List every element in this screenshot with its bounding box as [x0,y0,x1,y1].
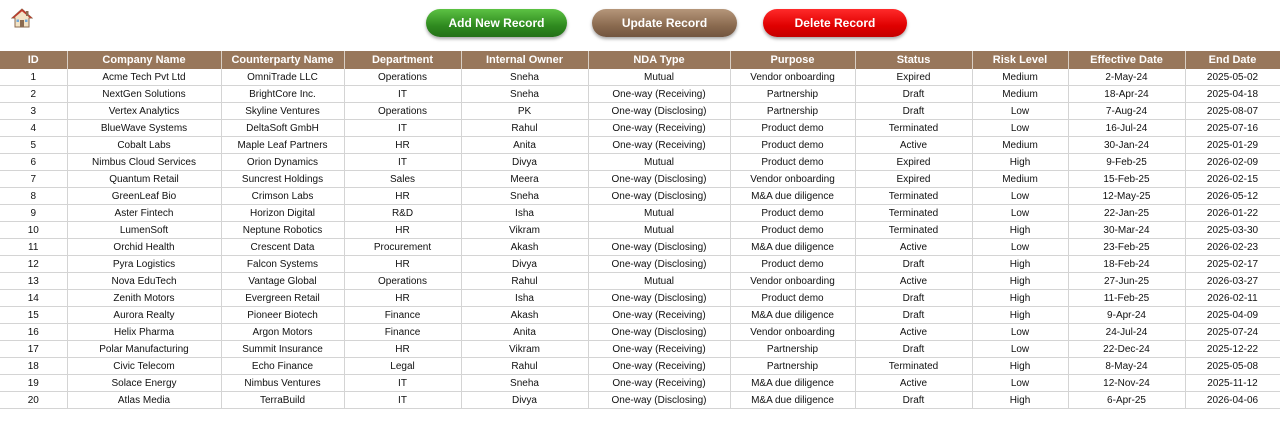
cell-status[interactable]: Terminated [855,222,972,239]
table-row[interactable] [0,307,1280,324]
cell-counterparty-name[interactable]: TerraBuild [221,392,344,409]
cell-risk-level[interactable]: Low [972,103,1068,120]
cell-id[interactable]: 8 [0,188,67,205]
cell-id[interactable]: 14 [0,290,67,307]
cell-internal-owner[interactable]: Vikram [461,222,588,239]
cell-counterparty-name[interactable]: Horizon Digital [221,205,344,222]
table-row[interactable] [0,137,1280,154]
cell-department[interactable]: Legal [344,358,461,375]
cell-counterparty-name[interactable]: Maple Leaf Partners [221,137,344,154]
cell-department[interactable]: IT [344,86,461,103]
toolbar [0,0,1280,50]
cell-nda-type[interactable]: One-way (Disclosing) [588,239,730,256]
cell-risk-level[interactable]: Medium [972,137,1068,154]
cell-department[interactable]: R&D [344,205,461,222]
header-nda-type[interactable]: NDA Type [588,51,730,69]
cell-company-name[interactable]: Nova EduTech [67,273,221,290]
cell-nda-type[interactable]: One-way (Disclosing) [588,324,730,341]
cell-end-date[interactable]: 2025-01-29 [1185,137,1280,154]
cell-department[interactable]: Operations [344,103,461,120]
cell-counterparty-name[interactable]: Neptune Robotics [221,222,344,239]
cell-risk-level[interactable]: High [972,273,1068,290]
cell-effective-date[interactable]: 24-Jul-24 [1068,324,1185,341]
cell-status[interactable]: Active [855,137,972,154]
cell-end-date[interactable]: 2026-02-15 [1185,171,1280,188]
cell-purpose[interactable]: Partnership [730,103,855,120]
cell-id[interactable]: 10 [0,222,67,239]
cell-effective-date[interactable]: 9-Apr-24 [1068,307,1185,324]
cell-id[interactable]: 2 [0,86,67,103]
cell-effective-date[interactable]: 22-Jan-25 [1068,205,1185,222]
cell-risk-level[interactable]: Low [972,205,1068,222]
cell-end-date[interactable]: 2026-02-23 [1185,239,1280,256]
cell-effective-date[interactable]: 2-May-24 [1068,69,1185,86]
cell-company-name[interactable]: NextGen Solutions [67,86,221,103]
cell-internal-owner[interactable]: Rahul [461,120,588,137]
cell-company-name[interactable]: Vertex Analytics [67,103,221,120]
cell-status[interactable]: Expired [855,154,972,171]
cell-department[interactable]: HR [344,222,461,239]
cell-risk-level[interactable]: Low [972,239,1068,256]
cell-id[interactable]: 9 [0,205,67,222]
cell-status[interactable]: Active [855,324,972,341]
cell-end-date[interactable]: 2026-04-06 [1185,392,1280,409]
cell-company-name[interactable]: Zenith Motors [67,290,221,307]
cell-purpose[interactable]: Product demo [730,222,855,239]
cell-internal-owner[interactable]: Isha [461,205,588,222]
cell-id[interactable]: 3 [0,103,67,120]
cell-purpose[interactable]: M&A due diligence [730,392,855,409]
cell-risk-level[interactable]: Medium [972,86,1068,103]
table-row[interactable] [0,324,1280,341]
cell-company-name[interactable]: LumenSoft [67,222,221,239]
header-internal-owner[interactable]: Internal Owner [461,51,588,69]
cell-company-name[interactable]: Pyra Logistics [67,256,221,273]
cell-end-date[interactable]: 2025-12-22 [1185,341,1280,358]
cell-effective-date[interactable]: 30-Jan-24 [1068,137,1185,154]
cell-nda-type[interactable]: One-way (Disclosing) [588,290,730,307]
cell-status[interactable]: Terminated [855,358,972,375]
table-row[interactable] [0,256,1280,273]
cell-department[interactable]: Operations [344,273,461,290]
cell-effective-date[interactable]: 12-May-25 [1068,188,1185,205]
table-row[interactable] [0,375,1280,392]
cell-effective-date[interactable]: 18-Apr-24 [1068,86,1185,103]
cell-company-name[interactable]: Atlas Media [67,392,221,409]
cell-effective-date[interactable]: 30-Mar-24 [1068,222,1185,239]
cell-end-date[interactable]: 2026-02-11 [1185,290,1280,307]
cell-end-date[interactable]: 2025-04-18 [1185,86,1280,103]
header-purpose[interactable]: Purpose [730,51,855,69]
cell-nda-type[interactable]: One-way (Disclosing) [588,256,730,273]
cell-status[interactable]: Expired [855,69,972,86]
cell-department[interactable]: IT [344,154,461,171]
cell-internal-owner[interactable]: Anita [461,324,588,341]
cell-end-date[interactable]: 2025-07-24 [1185,324,1280,341]
cell-effective-date[interactable]: 23-Feb-25 [1068,239,1185,256]
cell-nda-type[interactable]: One-way (Disclosing) [588,171,730,188]
cell-nda-type[interactable]: Mutual [588,222,730,239]
cell-effective-date[interactable]: 16-Jul-24 [1068,120,1185,137]
cell-nda-type[interactable]: Mutual [588,205,730,222]
header-row [0,51,1280,69]
cell-department[interactable]: Procurement [344,239,461,256]
cell-purpose[interactable]: Vendor onboarding [730,171,855,188]
table-row[interactable] [0,290,1280,307]
header-id[interactable]: ID [0,51,67,69]
cell-risk-level[interactable]: Low [972,341,1068,358]
cell-purpose[interactable]: Product demo [730,256,855,273]
cell-counterparty-name[interactable]: Vantage Global [221,273,344,290]
cell-status[interactable]: Draft [855,341,972,358]
cell-department[interactable]: Finance [344,324,461,341]
cell-nda-type[interactable]: One-way (Disclosing) [588,103,730,120]
table-row[interactable] [0,273,1280,290]
table-row[interactable] [0,154,1280,171]
table-row[interactable] [0,358,1280,375]
cell-risk-level[interactable]: High [972,256,1068,273]
cell-end-date[interactable]: 2025-11-12 [1185,375,1280,392]
header-risk-level[interactable]: Risk Level [972,51,1068,69]
cell-purpose[interactable]: Product demo [730,137,855,154]
cell-internal-owner[interactable]: Sneha [461,86,588,103]
table-row[interactable] [0,188,1280,205]
cell-department[interactable]: IT [344,392,461,409]
cell-counterparty-name[interactable]: BrightCore Inc. [221,86,344,103]
cell-company-name[interactable]: Polar Manufacturing [67,341,221,358]
cell-department[interactable]: IT [344,375,461,392]
cell-counterparty-name[interactable]: Echo Finance [221,358,344,375]
cell-status[interactable]: Draft [855,103,972,120]
cell-id[interactable]: 13 [0,273,67,290]
nda-records-table [0,51,1280,409]
cell-id[interactable]: 12 [0,256,67,273]
header-company-name[interactable]: Company Name [67,51,221,69]
cell-internal-owner[interactable]: Akash [461,307,588,324]
cell-company-name[interactable]: Quantum Retail [67,171,221,188]
cell-purpose[interactable]: M&A due diligence [730,307,855,324]
table-body [0,69,1280,409]
cell-end-date[interactable]: 2025-03-30 [1185,222,1280,239]
cell-counterparty-name[interactable]: Evergreen Retail [221,290,344,307]
cell-department[interactable]: HR [344,341,461,358]
cell-end-date[interactable]: 2026-01-22 [1185,205,1280,222]
cell-risk-level[interactable]: Low [972,188,1068,205]
cell-end-date[interactable]: 2025-07-16 [1185,120,1280,137]
cell-counterparty-name[interactable]: Crimson Labs [221,188,344,205]
cell-status[interactable]: Draft [855,290,972,307]
cell-risk-level[interactable]: High [972,358,1068,375]
cell-department[interactable]: HR [344,188,461,205]
cell-status[interactable]: Terminated [855,188,972,205]
cell-company-name[interactable]: Nimbus Cloud Services [67,154,221,171]
table-row[interactable] [0,239,1280,256]
cell-risk-level[interactable]: Medium [972,69,1068,86]
records-sheet [0,51,1280,409]
cell-risk-level[interactable]: High [972,290,1068,307]
cell-id[interactable]: 15 [0,307,67,324]
cell-status[interactable]: Draft [855,256,972,273]
cell-company-name[interactable]: Orchid Health [67,239,221,256]
cell-purpose[interactable]: Product demo [730,205,855,222]
table-row[interactable] [0,222,1280,239]
cell-status[interactable]: Draft [855,307,972,324]
cell-company-name[interactable]: Acme Tech Pvt Ltd [67,69,221,86]
add-new-record-button[interactable]: Add New Record [426,9,567,37]
cell-department[interactable]: Operations [344,69,461,86]
header-status[interactable]: Status [855,51,972,69]
cell-risk-level[interactable]: High [972,222,1068,239]
cell-company-name[interactable]: GreenLeaf Bio [67,188,221,205]
cell-id[interactable]: 11 [0,239,67,256]
cell-end-date[interactable]: 2026-05-12 [1185,188,1280,205]
cell-end-date[interactable]: 2025-05-08 [1185,358,1280,375]
cell-id[interactable]: 18 [0,358,67,375]
cell-company-name[interactable]: Solace Energy [67,375,221,392]
cell-internal-owner[interactable]: Sneha [461,69,588,86]
cell-counterparty-name[interactable]: Suncrest Holdings [221,171,344,188]
cell-id[interactable]: 19 [0,375,67,392]
cell-effective-date[interactable]: 15-Feb-25 [1068,171,1185,188]
header-end-date[interactable]: End Date [1185,51,1280,69]
cell-company-name[interactable]: Civic Telecom [67,358,221,375]
cell-counterparty-name[interactable]: Skyline Ventures [221,103,344,120]
cell-id[interactable]: 6 [0,154,67,171]
cell-effective-date[interactable]: 12-Nov-24 [1068,375,1185,392]
cell-purpose[interactable]: Partnership [730,341,855,358]
cell-department[interactable]: HR [344,290,461,307]
cell-counterparty-name[interactable]: Nimbus Ventures [221,375,344,392]
cell-purpose[interactable]: Product demo [730,290,855,307]
update-record-button[interactable]: Update Record [592,9,737,37]
cell-purpose[interactable]: Product demo [730,154,855,171]
cell-effective-date[interactable]: 22-Dec-24 [1068,341,1185,358]
cell-nda-type[interactable]: One-way (Receiving) [588,120,730,137]
cell-status[interactable]: Terminated [855,205,972,222]
cell-internal-owner[interactable]: Sneha [461,188,588,205]
cell-end-date[interactable]: 2025-02-17 [1185,256,1280,273]
cell-effective-date[interactable]: 6-Apr-25 [1068,392,1185,409]
cell-internal-owner[interactable]: Sneha [461,375,588,392]
table-row[interactable] [0,103,1280,120]
cell-purpose[interactable]: Vendor onboarding [730,69,855,86]
cell-status[interactable]: Active [855,375,972,392]
cell-counterparty-name[interactable]: Argon Motors [221,324,344,341]
cell-end-date[interactable]: 2026-03-27 [1185,273,1280,290]
cell-company-name[interactable]: Cobalt Labs [67,137,221,154]
cell-nda-type[interactable]: One-way (Receiving) [588,358,730,375]
cell-counterparty-name[interactable]: Falcon Systems [221,256,344,273]
cell-counterparty-name[interactable]: OmniTrade LLC [221,69,344,86]
cell-company-name[interactable]: Aster Fintech [67,205,221,222]
cell-purpose[interactable]: Partnership [730,86,855,103]
table-row[interactable] [0,341,1280,358]
cell-purpose[interactable]: M&A due diligence [730,375,855,392]
cell-counterparty-name[interactable]: DeltaSoft GmbH [221,120,344,137]
cell-internal-owner[interactable]: Vikram [461,341,588,358]
cell-status[interactable]: Active [855,239,972,256]
cell-risk-level[interactable]: High [972,154,1068,171]
cell-risk-level[interactable]: High [972,307,1068,324]
cell-status[interactable]: Terminated [855,120,972,137]
cell-purpose[interactable]: M&A due diligence [730,188,855,205]
cell-risk-level[interactable]: High [972,392,1068,409]
cell-effective-date[interactable]: 18-Feb-24 [1068,256,1185,273]
cell-internal-owner[interactable]: Divya [461,392,588,409]
cell-end-date[interactable]: 2025-08-07 [1185,103,1280,120]
cell-purpose[interactable]: Vendor onboarding [730,273,855,290]
cell-department[interactable]: Finance [344,307,461,324]
table-row[interactable] [0,86,1280,103]
cell-status[interactable]: Draft [855,392,972,409]
cell-nda-type[interactable]: Mutual [588,69,730,86]
table-row[interactable] [0,392,1280,409]
cell-purpose[interactable]: Vendor onboarding [730,324,855,341]
cell-counterparty-name[interactable]: Pioneer Biotech [221,307,344,324]
cell-purpose[interactable]: Product demo [730,120,855,137]
cell-internal-owner[interactable]: Akash [461,239,588,256]
cell-risk-level[interactable]: Low [972,375,1068,392]
cell-internal-owner[interactable]: Divya [461,256,588,273]
cell-id[interactable]: 1 [0,69,67,86]
cell-end-date[interactable]: 2026-02-09 [1185,154,1280,171]
header-counterparty-name[interactable]: Counterparty Name [221,51,344,69]
cell-risk-level[interactable]: Low [972,324,1068,341]
cell-internal-owner[interactable]: Isha [461,290,588,307]
cell-company-name[interactable]: Aurora Realty [67,307,221,324]
table-row[interactable] [0,205,1280,222]
home-icon[interactable] [11,8,33,28]
cell-internal-owner[interactable]: Meera [461,171,588,188]
cell-end-date[interactable]: 2025-05-02 [1185,69,1280,86]
cell-effective-date[interactable]: 11-Feb-25 [1068,290,1185,307]
cell-id[interactable]: 4 [0,120,67,137]
cell-counterparty-name[interactable]: Crescent Data [221,239,344,256]
cell-internal-owner[interactable]: Rahul [461,358,588,375]
cell-department[interactable]: Sales [344,171,461,188]
cell-end-date[interactable]: 2025-04-09 [1185,307,1280,324]
cell-purpose[interactable]: M&A due diligence [730,239,855,256]
cell-id[interactable]: 20 [0,392,67,409]
cell-risk-level[interactable]: Low [972,120,1068,137]
table-row[interactable] [0,69,1280,86]
cell-department[interactable]: IT [344,120,461,137]
cell-nda-type[interactable]: One-way (Receiving) [588,137,730,154]
cell-id[interactable]: 16 [0,324,67,341]
cell-nda-type[interactable]: One-way (Receiving) [588,307,730,324]
cell-internal-owner[interactable]: Divya [461,154,588,171]
cell-status[interactable]: Expired [855,171,972,188]
cell-nda-type[interactable]: One-way (Disclosing) [588,392,730,409]
cell-nda-type[interactable]: Mutual [588,154,730,171]
cell-effective-date[interactable]: 7-Aug-24 [1068,103,1185,120]
header-effective-date[interactable]: Effective Date [1068,51,1185,69]
cell-risk-level[interactable]: Medium [972,171,1068,188]
cell-status[interactable]: Draft [855,86,972,103]
cell-nda-type[interactable]: Mutual [588,273,730,290]
cell-purpose[interactable]: Partnership [730,358,855,375]
table-row[interactable] [0,120,1280,137]
cell-company-name[interactable]: Helix Pharma [67,324,221,341]
cell-id[interactable]: 7 [0,171,67,188]
cell-department[interactable]: HR [344,256,461,273]
cell-nda-type[interactable]: One-way (Receiving) [588,341,730,358]
delete-record-button[interactable]: Delete Record [763,9,907,37]
cell-nda-type[interactable]: One-way (Receiving) [588,86,730,103]
header-department[interactable]: Department [344,51,461,69]
cell-effective-date[interactable]: 27-Jun-25 [1068,273,1185,290]
cell-id[interactable]: 5 [0,137,67,154]
cell-company-name[interactable]: BlueWave Systems [67,120,221,137]
cell-department[interactable]: HR [344,137,461,154]
cell-internal-owner[interactable]: Anita [461,137,588,154]
cell-effective-date[interactable]: 8-May-24 [1068,358,1185,375]
cell-effective-date[interactable]: 9-Feb-25 [1068,154,1185,171]
cell-nda-type[interactable]: One-way (Disclosing) [588,188,730,205]
cell-internal-owner[interactable]: PK [461,103,588,120]
cell-status[interactable]: Active [855,273,972,290]
cell-internal-owner[interactable]: Rahul [461,273,588,290]
cell-counterparty-name[interactable]: Orion Dynamics [221,154,344,171]
cell-counterparty-name[interactable]: Summit Insurance [221,341,344,358]
cell-nda-type[interactable]: One-way (Receiving) [588,375,730,392]
cell-id[interactable]: 17 [0,341,67,358]
table-row[interactable] [0,171,1280,188]
